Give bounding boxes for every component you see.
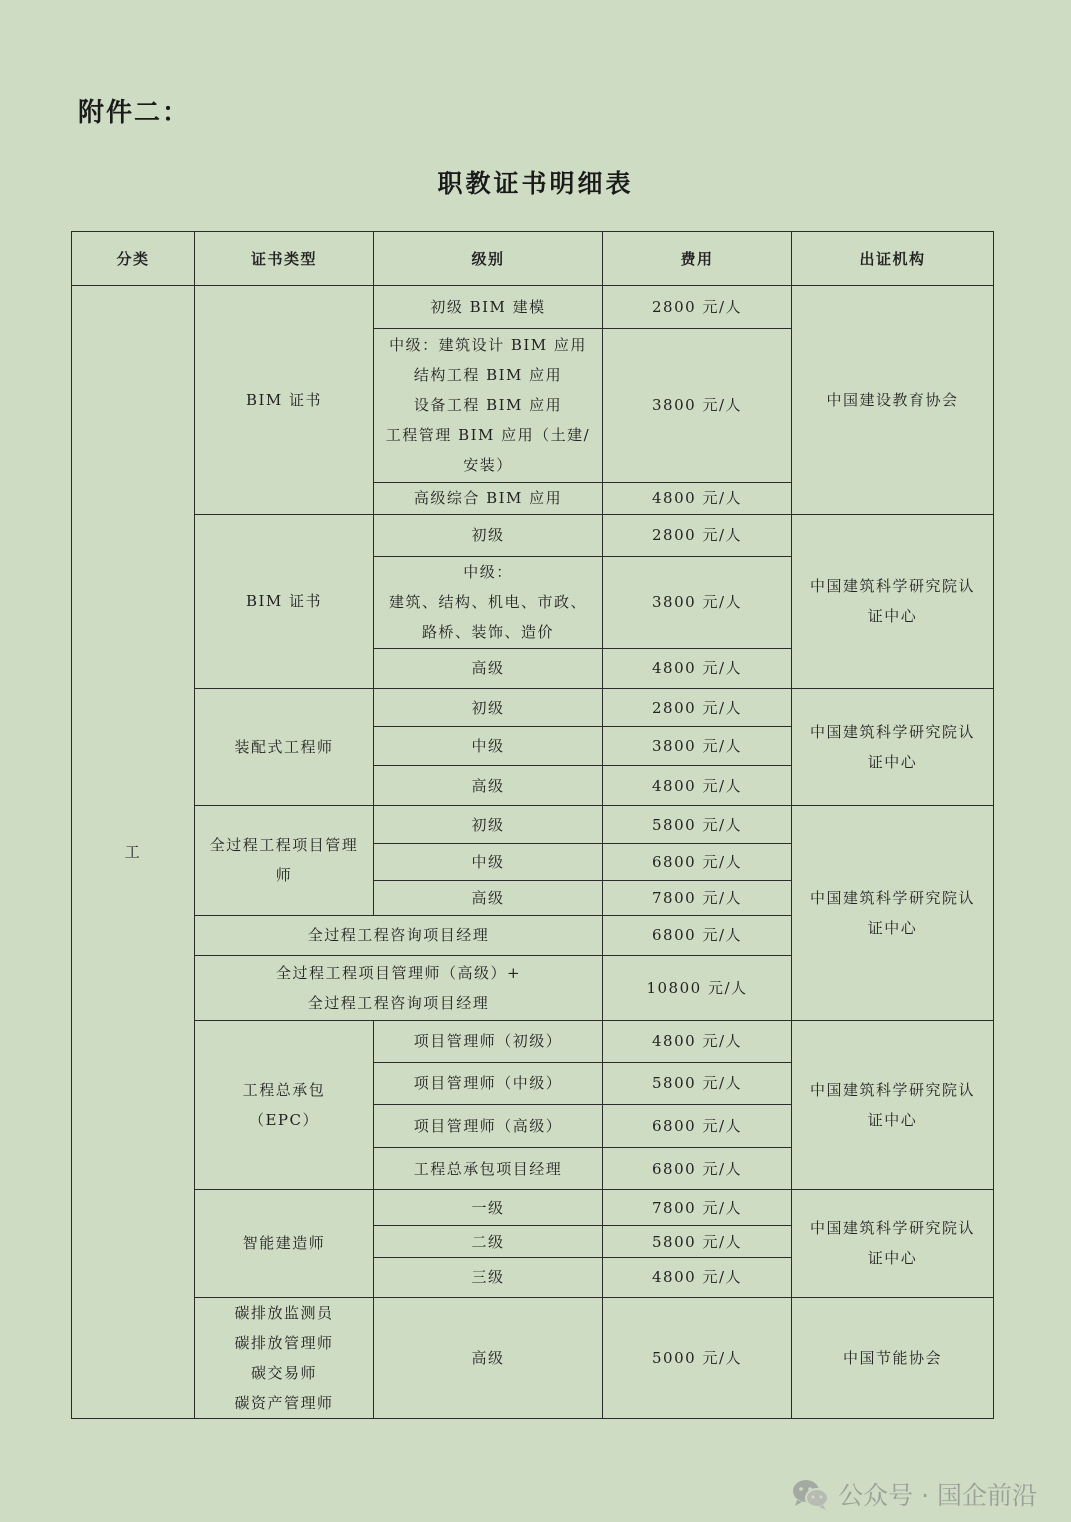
- table-row: [72, 689, 994, 727]
- issuer-cell-line: 证中心: [867, 753, 918, 772]
- watermark-text: 公众号 · 国企前沿: [838, 1481, 1037, 1510]
- fee-cell: 4800 元/人: [603, 766, 792, 806]
- table-row: [72, 1020, 994, 1062]
- level-cell: [374, 556, 603, 648]
- cert-type-cell-line: 装配式工程师: [234, 738, 334, 757]
- level-cell-line: 项目管理师（初级）: [413, 1032, 563, 1051]
- level-cell-line: 中级: [471, 853, 505, 872]
- fee-cell: 10800 元/人: [603, 955, 792, 1020]
- level-cell-line: 安装）: [463, 456, 513, 475]
- fee-cell: 5000 元/人: [603, 1297, 792, 1418]
- cert-type-cell: [195, 1297, 374, 1418]
- header-category: 分类: [72, 232, 195, 286]
- level-cell: [374, 806, 603, 844]
- fee-cell: 7800 元/人: [603, 1190, 792, 1226]
- table-row: [72, 1297, 994, 1418]
- level-cell: [374, 514, 603, 556]
- header-issuer: 出证机构: [792, 232, 994, 286]
- fee-cell: 4800 元/人: [603, 1258, 792, 1297]
- level-cell-line: 工程管理 BIM 应用（土建/: [385, 426, 591, 445]
- level-cell: [374, 1105, 603, 1148]
- issuer-cell-line: 中国建设教育协会: [826, 390, 959, 409]
- level-cell-line: 二级: [471, 1232, 505, 1251]
- level-cell-line: 三级: [471, 1268, 505, 1287]
- issuer-cell: [792, 1190, 994, 1297]
- issuer-cell-line: 中国建筑科学研究院认: [809, 577, 975, 596]
- level-cell: [374, 329, 603, 482]
- fee-cell: 3800 元/人: [603, 556, 792, 648]
- fee-cell: 5800 元/人: [603, 1062, 792, 1104]
- combined-cert-cell-line: 全过程工程咨询项目经理: [307, 993, 490, 1012]
- certificate-table: [71, 231, 994, 1419]
- level-cell-line: 高级综合 BIM 应用: [413, 489, 563, 508]
- cert-type-cell-line: 碳资产管理师: [234, 1393, 334, 1412]
- level-cell: [374, 1226, 603, 1258]
- table-body: [72, 286, 994, 1419]
- level-cell: [374, 766, 603, 806]
- level-cell: [374, 1062, 603, 1104]
- cert-type-cell-line: 碳排放管理师: [234, 1333, 334, 1352]
- cert-type-cell-line: 全过程工程项目管理: [209, 836, 359, 855]
- fee-cell: 3800 元/人: [603, 727, 792, 766]
- combined-cert-cell: [195, 915, 603, 955]
- level-cell-line: 项目管理师（高级）: [413, 1117, 563, 1136]
- category-cell-line: 工: [124, 843, 142, 861]
- level-cell-line: 初级 BIM 建模: [430, 298, 546, 317]
- level-cell-line: 高级: [471, 776, 505, 795]
- header-fee: 费用: [603, 232, 792, 286]
- level-cell: [374, 1190, 603, 1226]
- cert-type-cell-line: 工程总承包: [242, 1081, 326, 1100]
- fee-cell: 5800 元/人: [603, 806, 792, 844]
- header-cert-type: 证书类型: [195, 232, 374, 286]
- fee-cell: 3800 元/人: [603, 329, 792, 482]
- level-cell-line: 一级: [471, 1198, 505, 1217]
- cert-type-cell: [195, 806, 374, 915]
- level-cell: [374, 689, 603, 727]
- level-cell-line: 设备工程 BIM 应用: [413, 396, 563, 415]
- fee-cell: 6800 元/人: [603, 844, 792, 881]
- combined-cert-cell-line: 全过程工程咨询项目经理: [307, 926, 490, 945]
- fee-cell: 4800 元/人: [603, 482, 792, 514]
- fee-cell: 2800 元/人: [603, 286, 792, 329]
- level-cell: [374, 648, 603, 688]
- issuer-cell: [792, 806, 994, 1021]
- level-cell-line: 结构工程 BIM 应用: [413, 366, 563, 385]
- level-cell: [374, 1258, 603, 1297]
- cert-type-cell-line: 碳排放监测员: [234, 1303, 334, 1322]
- header-level: 级别: [374, 232, 603, 286]
- fee-cell: 4800 元/人: [603, 648, 792, 688]
- level-cell: [374, 482, 603, 514]
- level-cell: [374, 286, 603, 329]
- category-cell: [72, 286, 195, 1419]
- level-cell-line: 高级: [471, 659, 505, 678]
- level-cell: [374, 1020, 603, 1062]
- cert-type-cell-line: 师: [275, 866, 293, 885]
- level-cell-line: 建筑、结构、机电、市政、: [388, 593, 587, 612]
- level-cell-line: 初级: [471, 526, 505, 545]
- level-cell-line: 中级：建筑设计 BIM 应用: [389, 336, 587, 355]
- fee-cell: 6800 元/人: [603, 1105, 792, 1148]
- level-cell: [374, 727, 603, 766]
- fee-cell: 6800 元/人: [603, 915, 792, 955]
- issuer-cell-line: 中国节能协会: [842, 1348, 942, 1367]
- level-cell-line: 初级: [471, 698, 505, 717]
- table-row: [72, 286, 994, 329]
- cert-type-cell-line: 智能建造师: [242, 1234, 326, 1253]
- issuer-cell-line: 证中心: [867, 1249, 918, 1268]
- issuer-cell-line: 证中心: [867, 607, 918, 626]
- combined-cert-cell-line: 全过程工程项目管理师（高级）+: [275, 963, 522, 982]
- level-cell: [374, 881, 603, 915]
- document-title: 职教证书明细表: [437, 169, 634, 198]
- issuer-cell: [792, 689, 994, 806]
- fee-cell: 7800 元/人: [603, 881, 792, 915]
- issuer-cell-line: 证中心: [867, 919, 918, 938]
- cert-type-cell: [195, 286, 374, 515]
- attachment-label: 附件二：: [78, 98, 191, 128]
- level-cell-line: 项目管理师（中级）: [413, 1074, 563, 1093]
- table-row: [72, 1190, 994, 1226]
- table-header-row: [72, 232, 994, 286]
- fee-cell: 6800 元/人: [603, 1148, 792, 1190]
- cert-type-cell-line: BIM 证书: [245, 390, 323, 409]
- level-cell: [374, 1297, 603, 1418]
- issuer-cell-line: 证中心: [867, 1111, 918, 1130]
- cert-type-cell-line: BIM 证书: [245, 592, 323, 611]
- cert-type-cell: [195, 1190, 374, 1297]
- fee-cell: 2800 元/人: [603, 689, 792, 727]
- issuer-cell: [792, 286, 994, 515]
- cert-type-cell: [195, 689, 374, 806]
- level-cell-line: 高级: [471, 889, 505, 908]
- table-row: [72, 806, 994, 844]
- watermark: [790, 1476, 1037, 1512]
- table-row: [72, 514, 994, 556]
- level-cell-line: 工程总承包项目经理: [413, 1159, 563, 1178]
- issuer-cell-line: 中国建筑科学研究院认: [809, 1219, 975, 1238]
- level-cell: [374, 844, 603, 881]
- issuer-cell: [792, 1297, 994, 1418]
- level-cell-line: 初级: [471, 815, 505, 834]
- level-cell-line: 中级: [471, 737, 505, 756]
- issuer-cell-line: 中国建筑科学研究院认: [809, 889, 975, 908]
- cert-type-cell-line: 碳交易师: [250, 1363, 317, 1382]
- level-cell-line: 高级: [471, 1348, 505, 1367]
- issuer-cell: [792, 514, 994, 688]
- level-cell: [374, 1148, 603, 1190]
- level-cell-line: 中级：: [463, 563, 513, 582]
- issuer-cell-line: 中国建筑科学研究院认: [809, 1081, 975, 1100]
- level-cell-line: 路桥、装饰、造价: [421, 623, 554, 642]
- fee-cell: 2800 元/人: [603, 514, 792, 556]
- cert-type-cell: [195, 1020, 374, 1189]
- wechat-icon: [790, 1477, 830, 1511]
- fee-cell: 5800 元/人: [603, 1226, 792, 1258]
- issuer-cell-line: 中国建筑科学研究院认: [809, 723, 975, 742]
- fee-cell: 4800 元/人: [603, 1020, 792, 1062]
- cert-type-cell: [195, 514, 374, 688]
- issuer-cell: [792, 1020, 994, 1189]
- cert-type-cell-line: （EPC）: [248, 1111, 320, 1130]
- combined-cert-cell: [195, 955, 603, 1020]
